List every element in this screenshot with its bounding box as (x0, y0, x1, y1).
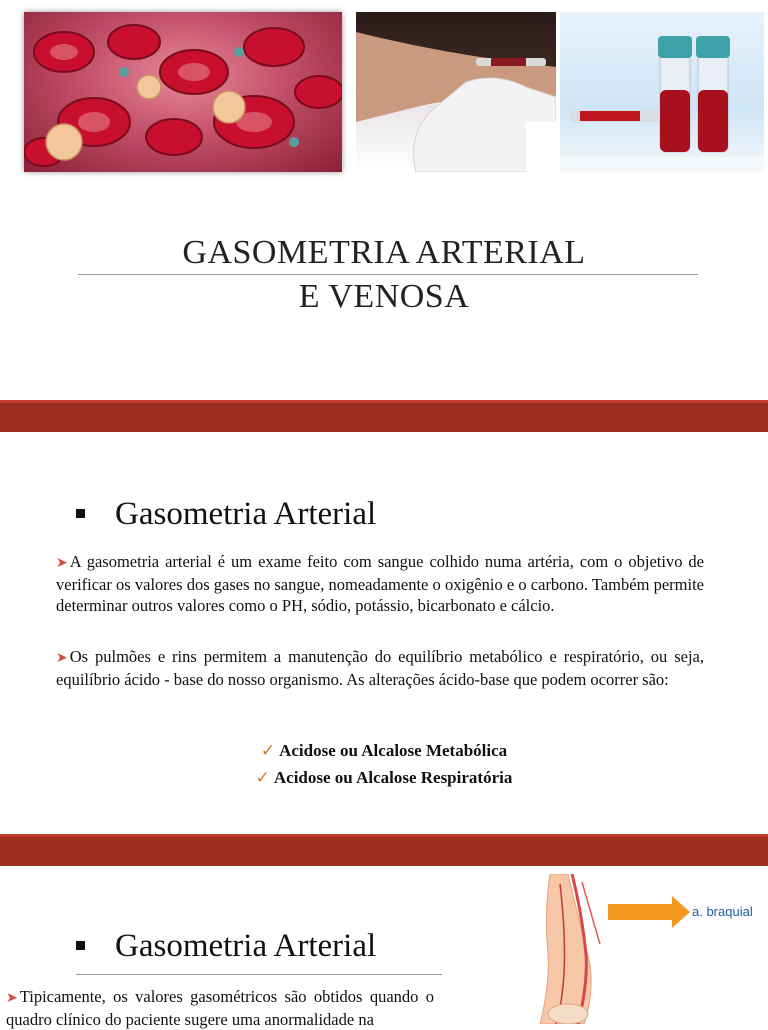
arrow-bullet-icon: ➤ (56, 556, 68, 571)
red-blood-cells-image (24, 12, 342, 172)
square-bullet-icon (76, 509, 85, 518)
slide-header-bar (0, 834, 768, 866)
checklist-item-respiratory-text: Acidose ou Alcalose Respiratória (273, 768, 513, 787)
checklist-item-metabolic-text: Acidose ou Alcalose Metabólica (279, 741, 508, 760)
arrow-bullet-icon: ➤ (56, 651, 68, 666)
title-line-2: E VENOSA (298, 278, 470, 315)
brachial-artery-label: a. braquial (692, 904, 753, 919)
slide3-heading-text: Gasometria Arterial (115, 928, 377, 964)
slide2-paragraph-1 (56, 551, 704, 616)
blood-draw-arm-image (356, 12, 556, 172)
pointer-arrow-icon (608, 896, 690, 928)
slide2-paragraph-1-text: A gasometria arterial é um exame feito com sangue colhido numa artéria, com o objetivo de verificar os valores dos gases no sangue, nomeadamente o oxigênio e o carbono. Também permite determinar outros valores como o PH, sódio, potássio, bicarbonato e cálcio. (56, 552, 704, 615)
checklist-item-metabolic (0, 741, 768, 761)
blood-tubes-image (560, 12, 764, 172)
slide2-paragraph-2 (56, 646, 704, 690)
slide3-paragraph-1 (6, 986, 434, 1030)
slide3-paragraph-1-text: Tipicamente, os valores gasométricos são obtidos quando o quadro clínico do paciente sugere uma anormalidade na (6, 987, 434, 1029)
brachial-artery-diagram (520, 874, 768, 1024)
square-bullet-icon (76, 941, 85, 950)
arrow-bullet-icon: ➤ (6, 991, 18, 1006)
slide2-heading-text: Gasometria Arterial (115, 496, 377, 532)
title-divider (78, 274, 698, 275)
checkmark-icon: ✓ (255, 768, 270, 787)
title-line-1: GASOMETRIA ARTERIAL (182, 234, 586, 271)
slide-header-bar (0, 400, 768, 432)
title-slide (0, 0, 768, 400)
slide2-paragraph-2-text: Os pulmões e rins permitem a manutenção do equilíbrio metabólico e respiratório, ou seja, equilíbrio ácido - base do nosso organismo. As alterações ácido-base que podem ocorrer são: (56, 647, 704, 689)
checkmark-icon: ✓ (260, 741, 276, 760)
checklist-item-respiratory (0, 768, 768, 788)
slide3-heading (76, 928, 376, 965)
slide3-heading-divider (76, 974, 442, 975)
slide2-heading (76, 496, 376, 533)
